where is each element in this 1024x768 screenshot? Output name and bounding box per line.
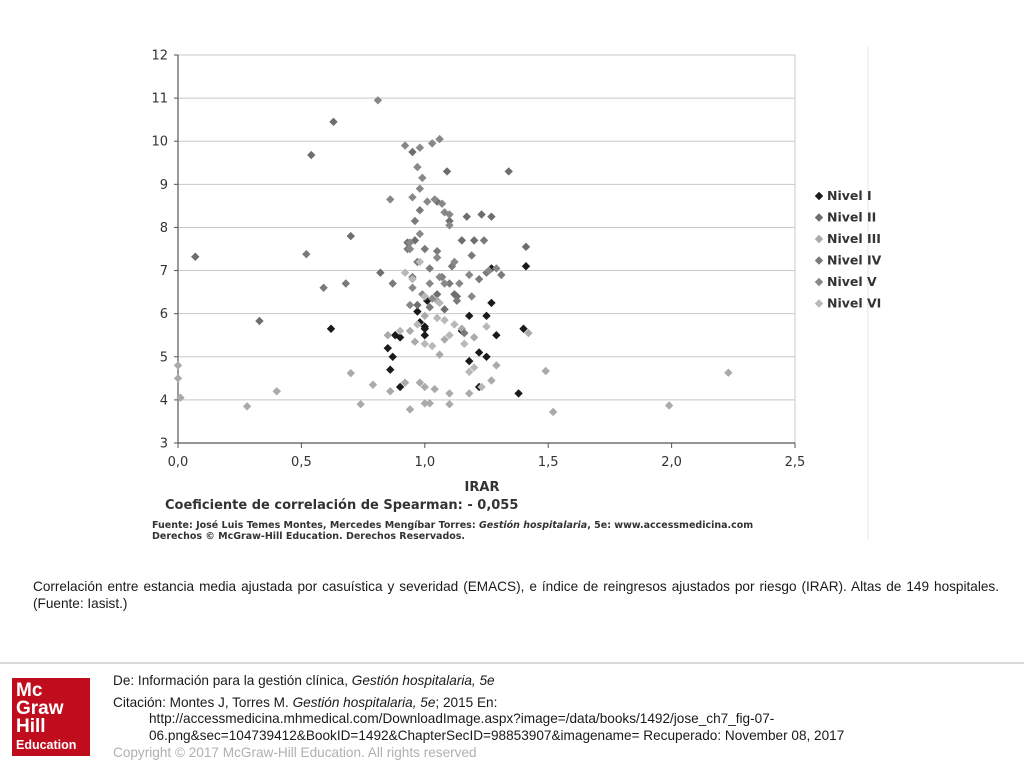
logo-line-3: Hill <box>16 716 46 737</box>
point-nivel-iii <box>430 385 438 393</box>
point-nivel-vi <box>450 320 458 328</box>
point-nivel-v <box>435 135 443 143</box>
y-tick-label: 12 <box>151 48 168 64</box>
point-nivel-iii <box>384 331 392 339</box>
legend-label: Nivel II <box>827 209 877 225</box>
legend-marker <box>815 235 823 243</box>
y-tick-label: 7 <box>159 264 168 280</box>
x-tick-label: 0,5 <box>291 455 312 470</box>
citation-line <box>113 695 1013 712</box>
source-line <box>152 520 753 531</box>
point-nivel-v <box>426 279 434 287</box>
x-axis-title: IRAR <box>464 480 500 495</box>
point-nivel-iii <box>465 389 473 397</box>
point-nivel-ii <box>487 212 495 220</box>
point-nivel-ii <box>408 148 416 156</box>
citation-suffix: ; 2015 En: <box>435 694 498 710</box>
point-nivel-v <box>406 301 414 309</box>
point-nivel-iv <box>302 250 310 258</box>
citation-prefix: Citación: Montes J, Torres M <box>113 694 285 710</box>
logo-line-2: Graw <box>16 698 64 719</box>
point-nivel-ii <box>505 167 513 175</box>
point-nivel-iii <box>174 374 182 382</box>
point-nivel-ii <box>307 151 315 159</box>
point-nivel-ii <box>470 236 478 244</box>
point-nivel-ii <box>255 317 263 325</box>
point-nivel-v <box>408 284 416 292</box>
copyright-notice: Copyright © 2017 McGraw-Hill Education. All rights reserved <box>113 745 477 760</box>
point-nivel-iii <box>445 389 453 397</box>
y-tick-label: 11 <box>151 91 168 107</box>
point-nivel-ii <box>463 212 471 220</box>
point-nivel-iii <box>273 387 281 395</box>
point-nivel-vi <box>421 340 429 348</box>
point-nivel-v <box>467 292 475 300</box>
point-nivel-iii <box>445 400 453 408</box>
point-nivel-iv <box>475 275 483 283</box>
point-nivel-iv <box>342 279 350 287</box>
chart-canvas <box>140 40 882 545</box>
point-nivel-v <box>492 264 500 272</box>
y-tick-label: 6 <box>159 307 168 323</box>
point-nivel-v <box>445 221 453 229</box>
citation-block <box>113 673 1013 762</box>
rights-line: Derechos © McGraw-Hill Education. Derechos Reservados. <box>152 531 466 542</box>
point-nivel-ii <box>376 269 384 277</box>
x-tick-label: 2,0 <box>661 455 682 470</box>
legend-marker <box>815 299 823 307</box>
citation-sep: . <box>285 694 293 710</box>
point-nivel-i <box>522 262 530 270</box>
point-nivel-iv <box>480 236 488 244</box>
point-nivel-i <box>389 353 397 361</box>
y-tick-labels <box>151 49 168 452</box>
logo-line-1: Mc <box>16 680 43 701</box>
point-nivel-i <box>386 366 394 374</box>
point-nivel-v <box>433 253 441 261</box>
point-nivel-iii <box>411 337 419 345</box>
point-nivel-ii <box>440 305 448 313</box>
point-nivel-iii <box>421 312 429 320</box>
legend-label: Nivel III <box>827 231 881 246</box>
point-nivel-v <box>416 184 424 192</box>
point-nivel-iii <box>435 350 443 358</box>
point-nivel-iv <box>426 264 434 272</box>
point-nivel-iii <box>386 387 394 395</box>
point-nivel-ii <box>477 210 485 218</box>
point-nivel-iii <box>470 333 478 341</box>
point-nivel-i <box>482 312 490 320</box>
legend-marker <box>815 192 823 200</box>
grid-lines <box>178 55 795 400</box>
logo-line-4: Education <box>16 738 77 752</box>
x-tick-label: 2,5 <box>784 455 806 470</box>
point-nivel-v <box>416 143 424 151</box>
figure-caption: Correlación entre estancia media ajustada por casuística y severidad (EMACS), e índice de reingresos ajustados por riesgo (IRAR). Altas de 149 hospitales. (Fuente: Iasist.) <box>33 579 999 611</box>
point-nivel-i <box>465 357 473 365</box>
point-nivel-iii <box>426 399 434 407</box>
point-nivel-vi <box>428 342 436 350</box>
point-nivel-vi <box>401 269 409 277</box>
citation-title: Gestión hospitalaria, 5e <box>292 694 436 710</box>
point-nivel-iii <box>406 327 414 335</box>
source-suffix: , 5e: www.accessmedicina.com <box>587 520 754 531</box>
point-nivel-i <box>475 348 483 356</box>
point-nivel-iii <box>243 402 251 410</box>
legend-marker <box>815 213 823 221</box>
legend-label: Nivel I <box>827 188 872 203</box>
point-nivel-i <box>465 312 473 320</box>
point-nivel-i <box>384 344 392 352</box>
point-nivel-iii <box>724 369 732 377</box>
point-nivel-iii <box>347 369 355 377</box>
point-nivel-ii <box>347 232 355 240</box>
point-nivel-iv <box>319 284 327 292</box>
legend-label: Nivel VI <box>827 295 882 311</box>
point-nivel-i <box>327 325 335 333</box>
point-nivel-ii <box>191 253 199 261</box>
y-tick-label: 10 <box>151 134 168 150</box>
x-tick-label: 1,5 <box>537 455 559 470</box>
x-tick-labels <box>168 455 806 470</box>
point-nivel-v <box>374 96 382 104</box>
point-nivel-iii <box>487 376 495 384</box>
citation-url-line-2[interactable]: 06.png&sec=104739412&BookID=1492&ChapterSecID=98853907&imagename= Recuperado: November 08, 2017 <box>149 727 845 743</box>
legend-label: Nivel V <box>827 274 877 289</box>
data-points <box>174 96 733 416</box>
spearman-annotation: Coeficiente de correlación de Spearman: - 0,055 <box>165 498 519 513</box>
point-nivel-vi <box>460 340 468 348</box>
point-nivel-iv <box>416 206 424 214</box>
from-prefix: De: Información para la gestión clínica, <box>113 673 352 688</box>
point-nivel-v <box>455 279 463 287</box>
scatter-chart <box>140 40 882 545</box>
point-nivel-v <box>413 163 421 171</box>
citation-url-line-1[interactable]: http://accessmedicina.mhmedical.com/DownloadImage.aspx?image=/data/books/1492/jose_ch7_fig-07- <box>149 711 775 726</box>
source-from <box>113 673 1013 690</box>
point-nivel-iii <box>665 401 673 409</box>
y-tick-label: 8 <box>159 220 168 236</box>
legend-label: Nivel IV <box>827 252 882 268</box>
point-nivel-ii <box>458 236 466 244</box>
point-nivel-iii <box>356 400 364 408</box>
point-nivel-iv <box>467 251 475 259</box>
point-nivel-i <box>492 331 500 339</box>
point-nivel-v <box>401 141 409 149</box>
legend <box>815 188 882 311</box>
point-nivel-iii <box>549 408 557 416</box>
point-nivel-v <box>428 139 436 147</box>
point-nivel-iv <box>389 279 397 287</box>
point-nivel-ii <box>413 301 421 309</box>
y-tick-label: 4 <box>159 393 168 409</box>
point-nivel-iii <box>542 367 550 375</box>
point-nivel-vi <box>482 322 490 330</box>
point-nivel-v <box>423 197 431 205</box>
axes <box>174 47 868 540</box>
point-nivel-v <box>418 174 426 182</box>
point-nivel-i <box>514 389 522 397</box>
point-nivel-iii <box>492 361 500 369</box>
point-nivel-iii <box>406 405 414 413</box>
point-nivel-iv <box>421 245 429 253</box>
point-nivel-v <box>416 230 424 238</box>
mcgraw-hill-logo <box>12 678 90 756</box>
point-nivel-v <box>408 193 416 201</box>
from-title: Gestión hospitalaria, 5e <box>351 673 495 688</box>
point-nivel-i <box>487 299 495 307</box>
y-tick-label: 9 <box>159 177 168 193</box>
point-nivel-iii <box>174 361 182 369</box>
point-nivel-v <box>465 271 473 279</box>
y-tick-label: 3 <box>159 436 168 452</box>
point-nivel-vi <box>433 314 441 322</box>
legend-marker <box>815 278 823 286</box>
y-tick-label: 5 <box>159 350 168 366</box>
point-nivel-iii <box>369 381 377 389</box>
legend-marker <box>815 256 823 264</box>
point-nivel-iv <box>411 217 419 225</box>
point-nivel-vi <box>440 316 448 324</box>
source-prefix: Fuente: José Luis Temes Montes, Mercedes Mengíbar Torres: <box>152 520 479 531</box>
footer-divider <box>0 662 1024 664</box>
point-nivel-i <box>482 353 490 361</box>
point-nivel-v <box>386 195 394 203</box>
x-tick-label: 1,0 <box>414 455 436 470</box>
point-nivel-iv <box>497 271 505 279</box>
source-title: Gestión hospitalaria <box>478 520 588 531</box>
point-nivel-ii <box>443 167 451 175</box>
x-tick-label: 0,0 <box>167 455 189 470</box>
point-nivel-ii <box>522 243 530 251</box>
point-nivel-ii <box>329 118 337 126</box>
